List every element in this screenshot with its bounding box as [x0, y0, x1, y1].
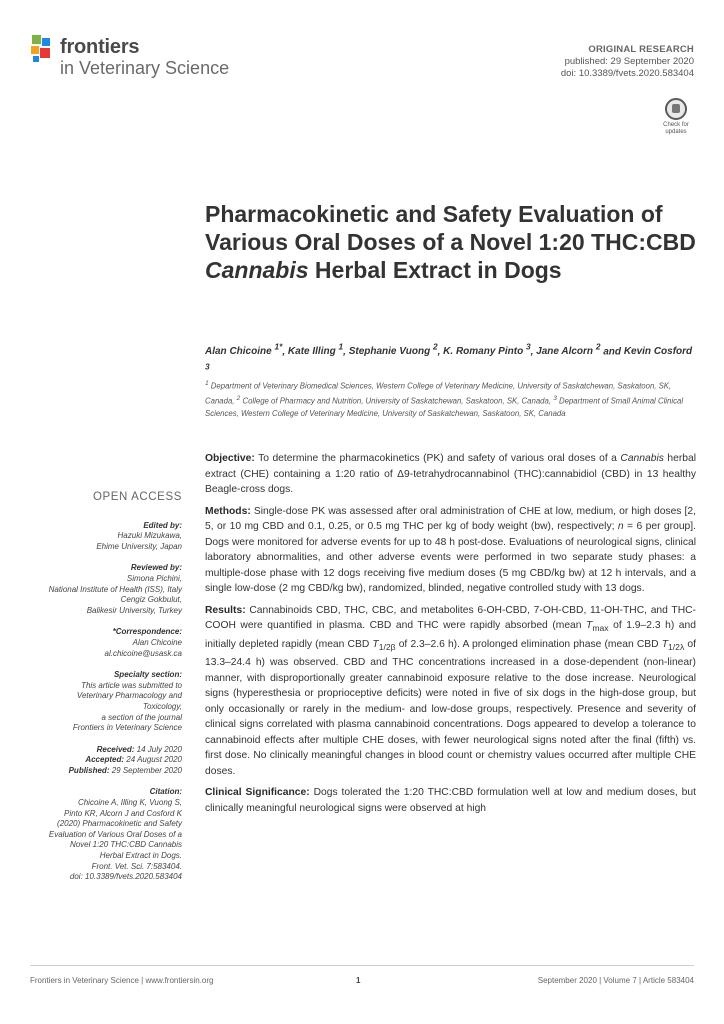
dates-block: Received: 14 July 2020 Accepted: 24 August 2020 Published: 29 September 2020	[68, 744, 182, 775]
footer-divider	[30, 965, 694, 966]
edited-by-block: Edited by: Hazuki Mizukawa, Ehime University, Japan	[30, 521, 182, 553]
footer-journal-link[interactable]: Frontiers in Veterinary Science | www.frontiersin.org	[30, 976, 214, 985]
author[interactable]: Stephanie Vuong $^2$	[348, 342, 438, 358]
author[interactable]: Kate Illing $^1$	[287, 342, 344, 358]
editor-name[interactable]: Hazuki Mizukawa,	[117, 531, 182, 541]
abstract-objective: Objective: To determine the pharmacokinetics (PK) and safety of various oral doses of a Cannabis herbal extract (CHE) containing a 1:20 ratio of Δ9-tetrahydrocannabinol (THC):cannabidiol (CBD) in 13 healthy Beagle-cross dogs.	[205, 453, 697, 495]
check-updates-icon	[665, 98, 687, 120]
journal-name: in Veterinary Science	[60, 58, 230, 78]
brand-name: frontiers	[60, 36, 140, 58]
page-number: 1	[356, 976, 361, 985]
specialty-section-block: Specialty section: This article was submitted to Veterinary Pharmacology and Toxicology, a section of the journal Frontiers in Veterinary Science	[72, 670, 182, 733]
author-list: Alan Chicoine $^{1*}$, Kate Illing $^1$, Stephanie Vuong $^2$, K. Romany Pinto $^3$, Jane Alcorn $^2$ and Kevin Cosford $^3$	[205, 340, 695, 379]
article-doi[interactable]: doi: 10.3389/fvets.2020.583404	[560, 68, 694, 79]
published-date: published: 29 September 2020	[564, 56, 694, 67]
author[interactable]: Jane Alcorn $^2$	[536, 342, 601, 358]
correspondence-email[interactable]: al.chicoine@usask.ca	[104, 648, 182, 658]
check-for-updates-badge[interactable]	[656, 98, 696, 134]
sidebar	[30, 492, 182, 894]
article-title: Pharmacokinetic and Safety Evaluation of Various Oral Doses of a Novel 1:20 THC:CBD Cannabis Herbal Extract in Dogs	[205, 201, 696, 283]
author[interactable]: Kevin Cosford $^3$	[205, 346, 693, 372]
reviewer-name[interactable]: Cengiz Gokbulut,	[120, 595, 182, 605]
affiliations: $^1$ Department of Veterinary Biomedical Sciences, Western College of Veterinary Medicine, University of Saskatchewan, Saskatoon, SK, Canada, $^2$ College of Pharmacy and Nutrition, University of Saskatchewan, Saskatoon, SK, Canada, $^3$ Department of Small Animal Clinical Sciences, Western College of Veterinary Medicine, University of Saskatchewan, Saskatoon, SK, Canada	[205, 380, 684, 419]
article-meta	[561, 44, 694, 80]
citation-doi[interactable]: doi: 10.3389/fvets.2020.583404	[69, 872, 182, 882]
correspondence-block: *Correspondence: Alan Chicoine al.chicoine@usask.ca	[30, 627, 182, 659]
abstract	[205, 451, 696, 822]
check-updates-label: Check for updates	[663, 122, 689, 135]
article-type: ORIGINAL RESEARCH	[588, 44, 694, 55]
author[interactable]: Alan Chicoine $^{1*}$	[205, 342, 283, 358]
abstract-clinical-significance: Clinical Significance: Dogs tolerated the 1:20 THC:CBD formulation well at low and medium doses, but clinically meaningful neurological signs were observed at high	[205, 787, 696, 814]
open-access-label: OPEN ACCESS	[92, 491, 182, 503]
citation-block: Citation: Chicoine A, Illing K, Vuong S, Pinto KR, Alcorn J and Cosford K (2020) Pharmacokinetic and Safety Evaluation of Various Oral Doses of a Novel 1:20 THC:CBD Cannabis Herbal Extract in Dogs. Front. Vet. Sci. 7:583404. doi: 10.3389/fvets.2020.583404	[30, 787, 182, 882]
abstract-results: Results: Cannabinoids CBD, THC, CBC, and metabolites 6-OH-CBD, 7-OH-CBD, 11-OH-THC, and THC-COOH were quantified in plasma. CBD and THC were rapidly absorbed (mean $T_{max}$ of 1.9–2.3 h) and initially depleted rapidly (mean CBD $T_{1/2\beta}$ of 2.3–2.6 h). A prolonged elimination phase (mean CBD $T_{1/2\lambda}$ of 13.3–24.4 h) was observed. CBD and THC concentrations increased in a dose-dependent (non-linear) manner, with disproportionally greater cannabinoid exposure relative to the dose increase. Neurological signs (hyperesthesia or proprioceptive deficits) were noted in five of six dogs in the high-dose group, but only occasionally or rarely in the medium- and low-dose groups, respectively. Presence and severity of clinical signs correlated with plasma cannabinoid concentrations. Dogs appeared to develop a tolerance to cannabinoid effects after multiple CHE doses, with fewer neurological signs noted after the final (fifth) vs. first dose. No clinically meaningful changes in blood count or chemistry values occurred after multiple CHE doses.	[205, 604, 696, 777]
reviewed-by-block: Reviewed by: Simona Pichini, National Institute of Health (ISS), Italy Cengiz Gokbulut, Balikesir University, Turkey	[30, 563, 182, 616]
footer-issue-info: September 2020 | Volume 7 | Article 583404	[537, 976, 694, 985]
abstract-methods: Methods: Single-dose PK was assessed after oral administration of CHE at low, medium, or high doses [2, 5, or 10 mg CBD and 0.1, 0.25, or 0.5 mg THC per kg of body weight (bw), respectively; n = 6 per group]. Dogs were monitored for adverse events for up to 48 h post-dose. Evaluations of neurological signs, clinical laboratory abnormalities, and other adverse events were performed in two separate study phases: a multiple-dose phase with 12 dogs receiving five medium doses (5 mg CBD/kg bw) at 12 h intervals, and a single low-dose (2 mg CBD/kg bw), randomized, blinded, negative controlled study with 13 dogs.	[205, 505, 696, 594]
author[interactable]: K. Romany Pinto $^3$	[443, 342, 531, 358]
journal-logo[interactable]	[30, 34, 240, 82]
reviewer-name[interactable]: Simona Pichini,	[126, 573, 182, 583]
frontiers-logo-icon	[30, 34, 56, 64]
